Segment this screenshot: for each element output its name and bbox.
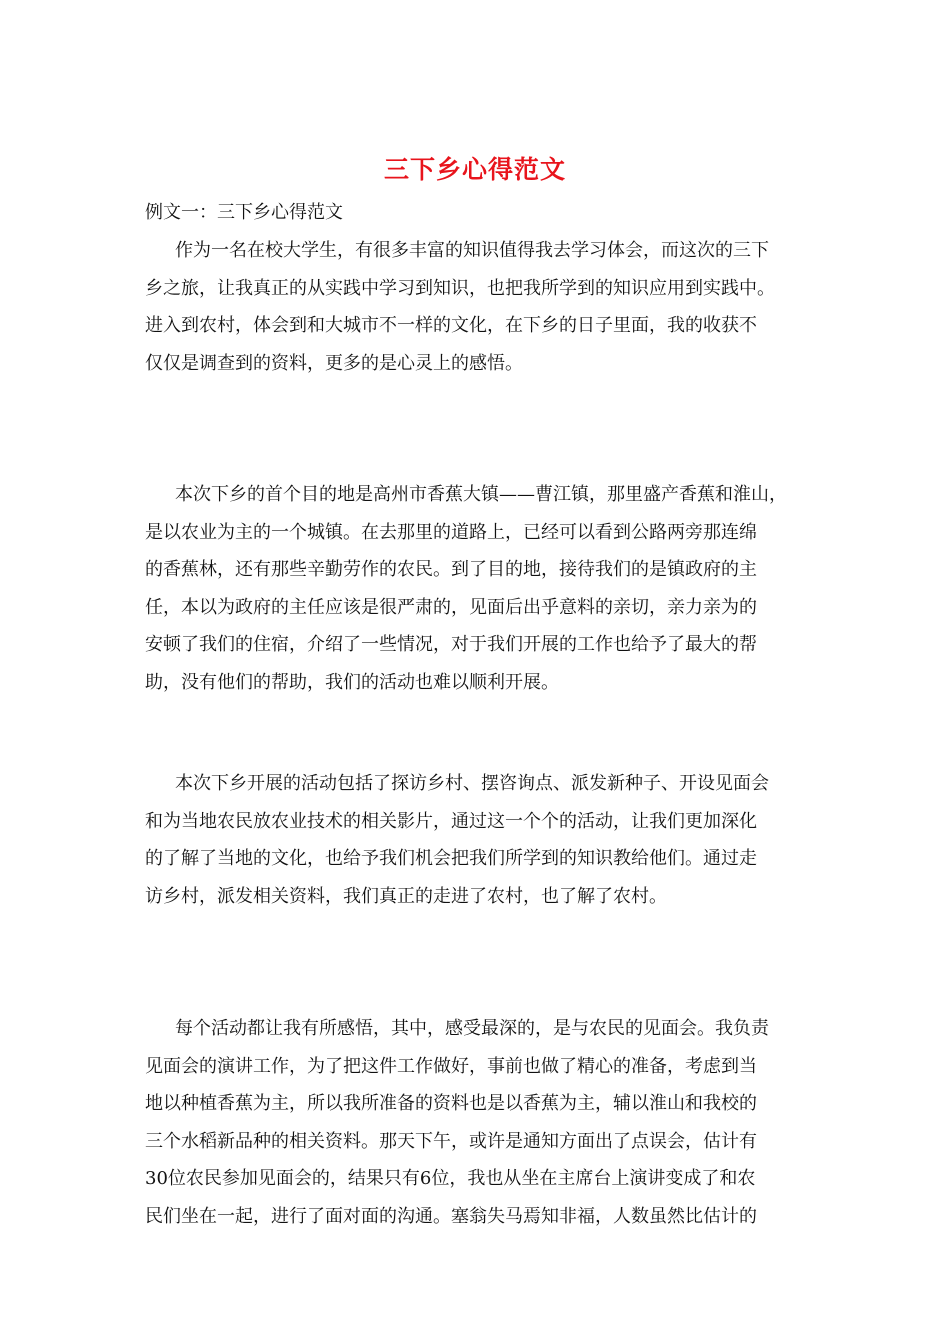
- paragraph-line: 本次下乡开展的活动包括了探访乡村、摆咨询点、派发新种子、开设见面会: [175, 773, 769, 794]
- document-title: 三下乡心得范文: [383, 155, 566, 184]
- paragraph-2: [145, 476, 813, 701]
- paragraph-line: 进入到农村，体会到和大城市不一样的文化，在下乡的日子里面，我的收获不: [145, 315, 757, 336]
- paragraph-line: 作为一名在校大学生，有很多丰富的知识值得我去学习体会，而这次的三下: [175, 240, 769, 261]
- paragraph-line: 30位农民参加见面会的，结果只有6位，我也从坐在主席台上演讲变成了和农: [145, 1168, 756, 1189]
- paragraph-3: [145, 765, 813, 915]
- paragraph-line: 乡之旅，让我真正的从实践中学习到知识，也把我所学到的知识应用到实践中。: [145, 277, 775, 299]
- paragraph-line: 助，没有他们的帮助，我们的活动也难以顺利开展。: [145, 671, 559, 693]
- paragraph-line: 的了解了当地的文化，也给予我们机会把我们所学到的知识教给他们。通过走: [145, 848, 757, 869]
- document-subtitle: 例文一：三下乡心得范文: [145, 202, 343, 223]
- paragraph-1: [145, 232, 813, 382]
- paragraph-line: 和为当地农民放农业技术的相关影片，通过这一个个的活动，让我们更加深化: [145, 810, 757, 832]
- paragraph-line: 地以种植香蕉为主，所以我所准备的资料也是以香蕉为主，辅以淮山和我校的: [145, 1093, 757, 1114]
- paragraph-4: [145, 1010, 813, 1235]
- paragraph-line: 仅仅是调查到的资料，更多的是心灵上的感悟。: [145, 352, 523, 374]
- paragraph-line: 三个水稻新品种的相关资料。那天下午，或许是通知方面出了点误会，估计有: [145, 1130, 757, 1152]
- paragraph-line: 的香蕉林，还有那些辛勤劳作的农民。到了目的地，接待我们的是镇政府的主: [145, 559, 757, 580]
- paragraph-line: 见面会的演讲工作，为了把这件工作做好，事前也做了精心的准备，考虑到当: [145, 1055, 757, 1077]
- paragraph-line: 安顿了我们的住宿，介绍了一些情况，对于我们开展的工作也给予了最大的帮: [145, 634, 757, 655]
- paragraph-line: 本次下乡的首个目的地是高州市香蕉大镇——曹江镇，那里盛产香蕉和淮山，: [175, 484, 787, 505]
- paragraph-line: 是以农业为主的一个城镇。在去那里的道路上，已经可以看到公路两旁那连绵: [145, 521, 757, 543]
- paragraph-line: 任，本以为政府的主任应该是很严肃的，见面后出乎意料的亲切，亲力亲为的: [145, 596, 757, 618]
- paragraph-line: 每个活动都让我有所感悟，其中，感受最深的，是与农民的见面会。我负责: [175, 1018, 769, 1039]
- paragraph-line: 民们坐在一起，进行了面对面的沟通。塞翁失马焉知非福，人数虽然比估计的: [145, 1205, 757, 1227]
- paragraph-line: 访乡村，派发相关资料，我们真正的走进了农村，也了解了农村。: [145, 885, 667, 907]
